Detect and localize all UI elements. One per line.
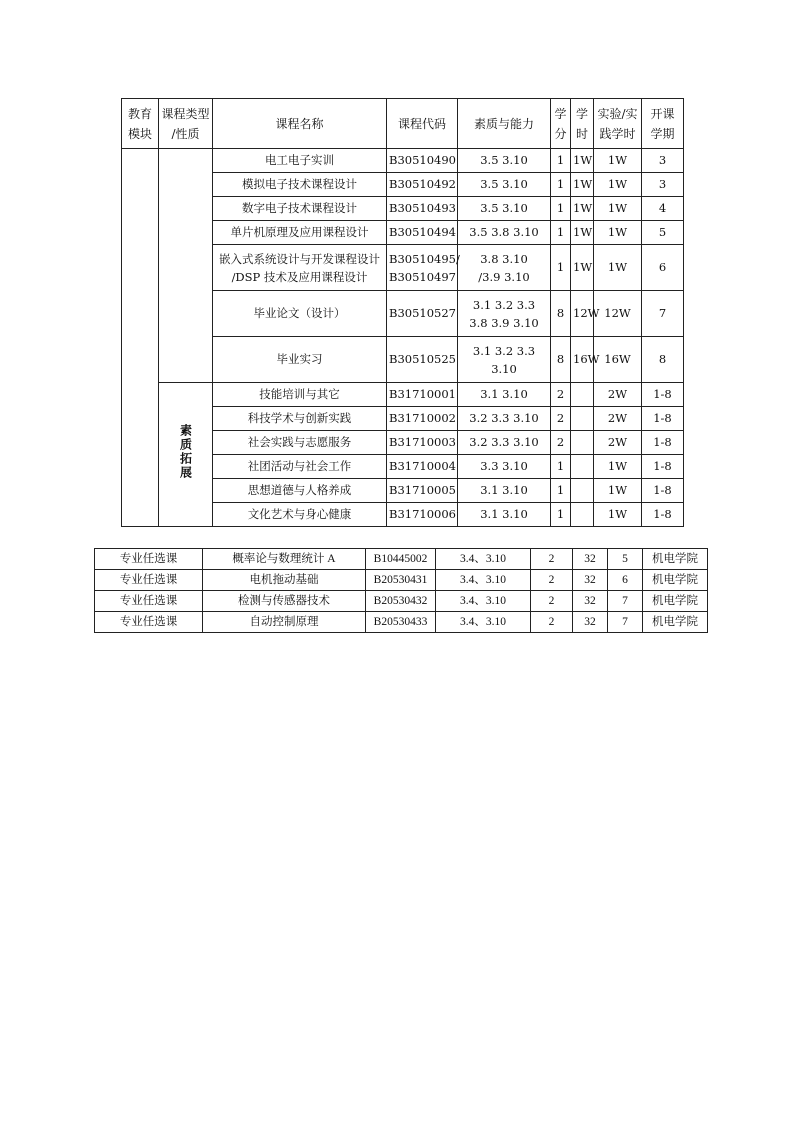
course-term: 1-8	[642, 383, 684, 407]
course-credit: 1	[551, 173, 571, 197]
course-credit: 2	[551, 407, 571, 431]
elective-name: 电机拖动基础	[203, 570, 366, 591]
course-hours: 1W	[571, 197, 594, 221]
elective-term: 7	[608, 612, 643, 633]
course-term: 3	[642, 173, 684, 197]
course-hours	[571, 407, 594, 431]
course-lab: 1W	[594, 455, 642, 479]
table-row	[95, 591, 708, 612]
course-hours: 16W	[571, 337, 594, 383]
elective-type: 专业任选课	[95, 612, 203, 633]
course-hours	[571, 383, 594, 407]
header-code: 课程代码	[387, 99, 458, 149]
course-code: B30510494	[387, 221, 458, 245]
header-ability: 素质与能力	[458, 99, 551, 149]
course-ability: 3.5 3.10	[458, 149, 551, 173]
table-row	[95, 549, 708, 570]
elective-college: 机电学院	[643, 570, 708, 591]
course-term: 1-8	[642, 503, 684, 527]
course-ability: 3.5 3.8 3.10	[458, 221, 551, 245]
course-name: 数字电子技术课程设计	[213, 197, 387, 221]
elective-ability: 3.4、3.10	[436, 549, 531, 570]
elective-college: 机电学院	[643, 591, 708, 612]
course-ability: 3.8 3.10 /3.9 3.10	[458, 245, 551, 291]
elective-hours: 32	[573, 591, 608, 612]
elective-code: B20530433	[366, 612, 436, 633]
course-credit: 1	[551, 455, 571, 479]
elective-college: 机电学院	[643, 549, 708, 570]
elective-course-table	[94, 548, 708, 633]
elective-type: 专业任选课	[95, 549, 203, 570]
elective-code: B10445002	[366, 549, 436, 570]
type-cell-practice	[159, 149, 213, 383]
course-ability: 3.1 3.2 3.3 3.10	[458, 337, 551, 383]
course-term: 7	[642, 291, 684, 337]
course-lab: 1W	[594, 479, 642, 503]
header-hours: 学 时	[571, 99, 594, 149]
course-hours: 1W	[571, 221, 594, 245]
course-lab: 1W	[594, 221, 642, 245]
course-credit: 1	[551, 197, 571, 221]
course-term: 1-8	[642, 455, 684, 479]
course-code: B30510490	[387, 149, 458, 173]
elective-hours: 32	[573, 570, 608, 591]
course-term: 1-8	[642, 407, 684, 431]
course-term: 6	[642, 245, 684, 291]
elective-name: 自动控制原理	[203, 612, 366, 633]
course-lab: 12W	[594, 291, 642, 337]
course-name: 思想道德与人格养成	[213, 479, 387, 503]
course-lab: 2W	[594, 431, 642, 455]
course-ability: 3.1 3.10	[458, 503, 551, 527]
elective-term: 6	[608, 570, 643, 591]
course-lab: 1W	[594, 149, 642, 173]
elective-name: 概率论与数理统计 A	[203, 549, 366, 570]
header-lab-hours: 实验/实 践学时	[594, 99, 642, 149]
course-lab: 2W	[594, 407, 642, 431]
course-credit: 1	[551, 503, 571, 527]
course-hours: 1W	[571, 245, 594, 291]
elective-ability: 3.4、3.10	[436, 612, 531, 633]
course-term: 8	[642, 337, 684, 383]
course-hours: 1W	[571, 149, 594, 173]
table-row	[95, 570, 708, 591]
elective-term: 7	[608, 591, 643, 612]
elective-ability: 3.4、3.10	[436, 570, 531, 591]
elective-code: B20530431	[366, 570, 436, 591]
table-row	[122, 149, 684, 173]
group-label-quality: 素质拓展	[178, 423, 193, 480]
course-credit: 1	[551, 221, 571, 245]
course-ability: 3.1 3.2 3.3 3.8 3.9 3.10	[458, 291, 551, 337]
elective-credit: 2	[531, 612, 573, 633]
course-code: B30510527	[387, 291, 458, 337]
course-code: B31710005	[387, 479, 458, 503]
course-term: 3	[642, 149, 684, 173]
course-code: B30510492	[387, 173, 458, 197]
course-term: 1-8	[642, 479, 684, 503]
header-module: 教育 模块	[122, 99, 159, 149]
course-name: 毕业论文（设计）	[213, 291, 387, 337]
course-ability: 3.2 3.3 3.10	[458, 431, 551, 455]
course-code: B31710003	[387, 431, 458, 455]
course-name: 模拟电子技术课程设计	[213, 173, 387, 197]
course-credit: 1	[551, 479, 571, 503]
course-name: 社会实践与志愿服务	[213, 431, 387, 455]
course-credit: 2	[551, 431, 571, 455]
course-name: 文化艺术与身心健康	[213, 503, 387, 527]
course-hours: 1W	[571, 173, 594, 197]
course-code: B30510495/ B30510497	[387, 245, 458, 291]
course-credit: 1	[551, 149, 571, 173]
course-code: B31710002	[387, 407, 458, 431]
header-credit: 学 分	[551, 99, 571, 149]
elective-college: 机电学院	[643, 612, 708, 633]
course-code: B31710001	[387, 383, 458, 407]
elective-hours: 32	[573, 612, 608, 633]
course-lab: 1W	[594, 503, 642, 527]
table-row	[122, 383, 684, 407]
elective-ability: 3.4、3.10	[436, 591, 531, 612]
course-ability: 3.5 3.10	[458, 173, 551, 197]
course-ability: 3.1 3.10	[458, 479, 551, 503]
course-hours: 12W	[571, 291, 594, 337]
type-cell-quality	[159, 383, 213, 527]
course-term: 1-8	[642, 431, 684, 455]
course-lab: 16W	[594, 337, 642, 383]
header-row	[122, 99, 684, 149]
elective-name: 检测与传感器技术	[203, 591, 366, 612]
elective-term: 5	[608, 549, 643, 570]
course-lab: 2W	[594, 383, 642, 407]
course-hours	[571, 455, 594, 479]
elective-type: 专业任选课	[95, 591, 203, 612]
course-name: 电工电子实训	[213, 149, 387, 173]
course-code: B30510525	[387, 337, 458, 383]
elective-hours: 32	[573, 549, 608, 570]
course-name: 嵌入式系统设计与开发课程设计 /DSP 技术及应用课程设计	[213, 245, 387, 291]
course-lab: 1W	[594, 173, 642, 197]
header-type: 课程类型 /性质	[159, 99, 213, 149]
course-name: 毕业实习	[213, 337, 387, 383]
course-name: 单片机原理及应用课程设计	[213, 221, 387, 245]
course-credit: 8	[551, 337, 571, 383]
course-ability: 3.3 3.10	[458, 455, 551, 479]
course-credit: 8	[551, 291, 571, 337]
course-ability: 3.5 3.10	[458, 197, 551, 221]
course-name: 科技学术与创新实践	[213, 407, 387, 431]
elective-code: B20530432	[366, 591, 436, 612]
elective-credit: 2	[531, 549, 573, 570]
course-credit: 1	[551, 245, 571, 291]
course-credit: 2	[551, 383, 571, 407]
course-hours	[571, 503, 594, 527]
course-term: 4	[642, 197, 684, 221]
header-name: 课程名称	[213, 99, 387, 149]
table-row	[95, 612, 708, 633]
course-term: 5	[642, 221, 684, 245]
course-hours	[571, 431, 594, 455]
module-cell	[122, 149, 159, 527]
course-ability: 3.2 3.3 3.10	[458, 407, 551, 431]
course-hours	[571, 479, 594, 503]
course-name: 技能培训与其它	[213, 383, 387, 407]
course-ability: 3.1 3.10	[458, 383, 551, 407]
course-name: 社团活动与社会工作	[213, 455, 387, 479]
practice-course-table	[121, 98, 684, 527]
course-code: B30510493	[387, 197, 458, 221]
elective-type: 专业任选课	[95, 570, 203, 591]
elective-credit: 2	[531, 570, 573, 591]
elective-credit: 2	[531, 591, 573, 612]
course-code: B31710004	[387, 455, 458, 479]
course-code: B31710006	[387, 503, 458, 527]
course-lab: 1W	[594, 245, 642, 291]
course-lab: 1W	[594, 197, 642, 221]
header-term: 开课 学期	[642, 99, 684, 149]
